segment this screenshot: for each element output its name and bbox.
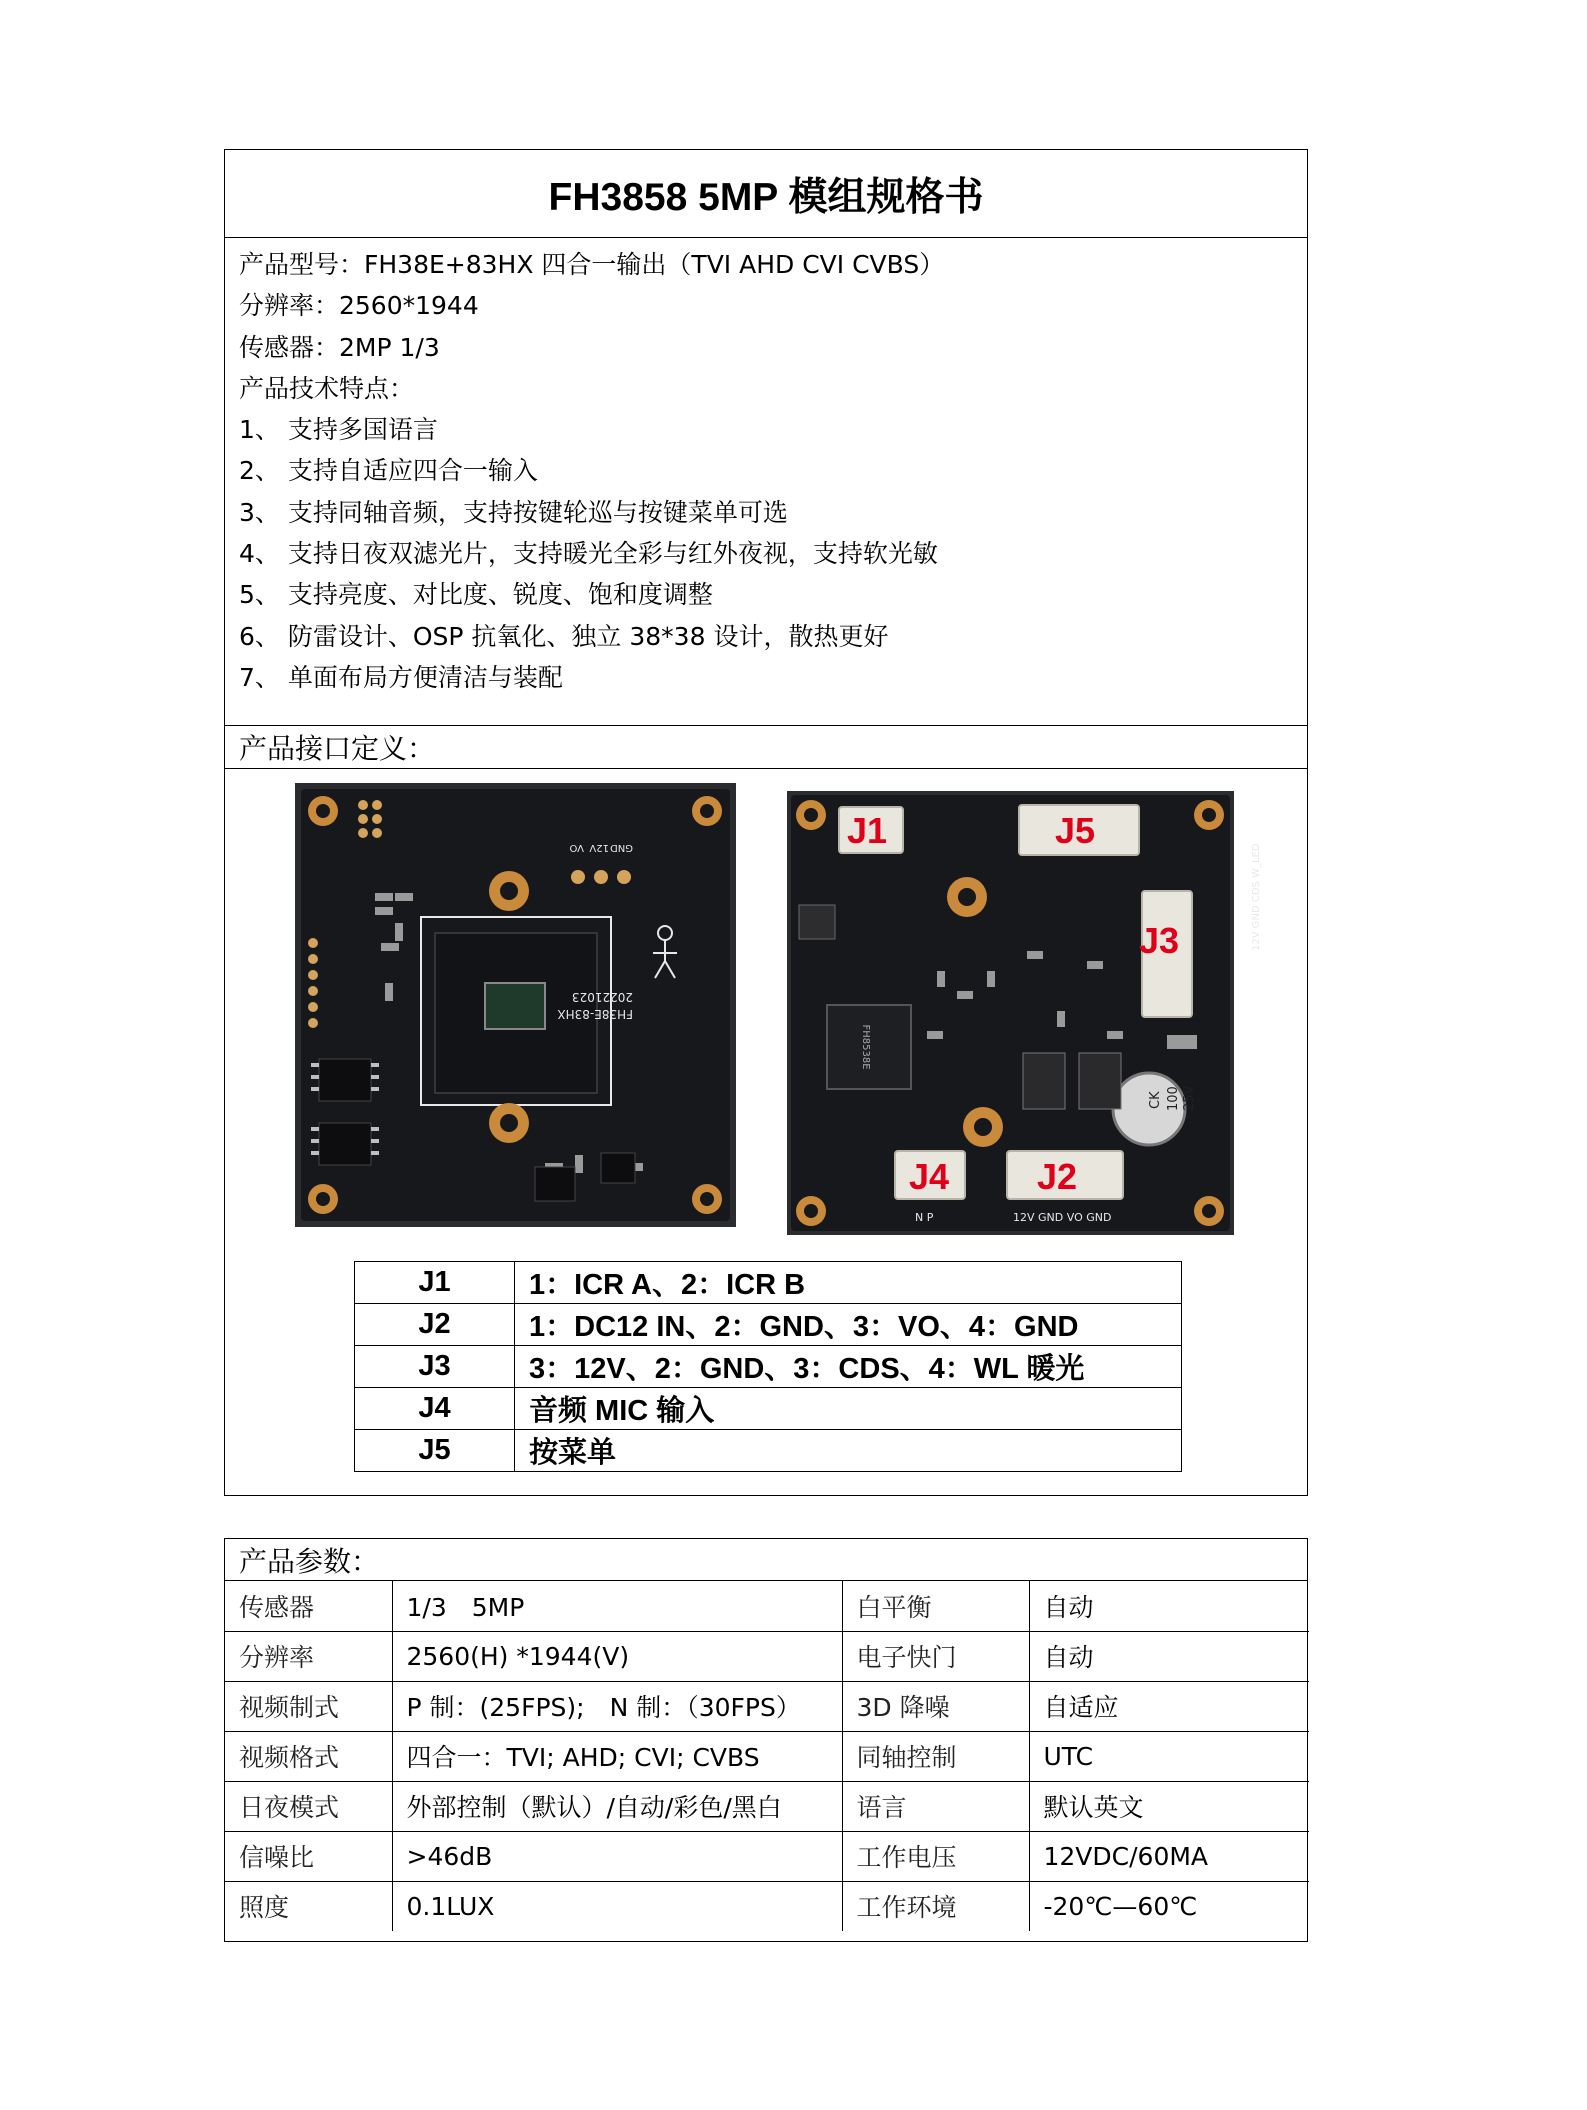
feature-item: 7、 单面布局方便清洁与装配 <box>239 662 563 692</box>
table-row <box>225 1831 1309 1881</box>
param-label: 语言 <box>842 1781 1029 1831</box>
param-label: 分辨率 <box>225 1631 392 1681</box>
pin-desc: 1：ICR A、2：ICR B <box>515 1262 1182 1304</box>
cap-text-100: 100 <box>1166 1086 1181 1111</box>
param-value: P 制：(25FPS); N 制：（30FPS） <box>392 1681 842 1731</box>
pin-id: J1 <box>355 1262 515 1304</box>
feature-item: 5、 支持亮度、对比度、锐度、饱和度调整 <box>239 580 713 610</box>
table-row <box>355 1262 1182 1304</box>
pin-desc: 按菜单 <box>515 1430 1182 1472</box>
pin-id: J4 <box>355 1388 515 1430</box>
label-j5: J5 <box>1055 810 1096 851</box>
parameters-heading: 产品参数： <box>239 1544 380 1578</box>
parameters-table <box>225 1581 1309 1931</box>
param-label: 照度 <box>225 1881 392 1931</box>
param-label: 视频格式 <box>225 1731 392 1781</box>
silk-j2: 12V GND VO GND <box>1013 1211 1112 1224</box>
silk-model: FH38E-83HX <box>557 1007 633 1021</box>
pin-desc: 1：DC12 IN、2：GND、3：VO、4：GND <box>515 1304 1182 1346</box>
title-row <box>225 150 1307 238</box>
table-row <box>355 1346 1182 1388</box>
param-label: 信噪比 <box>225 1831 392 1881</box>
param-label: 传感器 <box>225 1581 392 1631</box>
table-row <box>225 1631 1309 1681</box>
label-j2: J2 <box>1037 1156 1078 1197</box>
feature-item: 6、 防雷设计、OSP 抗氧化、独立 38*38 设计，散热更好 <box>239 621 889 651</box>
cap-text-25v: 25V <box>1182 1085 1197 1111</box>
feature-item: 1、 支持多国语言 <box>239 415 438 445</box>
product-sensor: 传感器：2MP 1/3 <box>239 332 440 362</box>
table-row <box>355 1388 1182 1430</box>
param-label: 3D 降噪 <box>842 1681 1029 1731</box>
pin-id: J3 <box>355 1346 515 1388</box>
pin-desc: 音频 MIC 输入 <box>515 1388 1182 1430</box>
silk-j4: N P <box>915 1211 934 1224</box>
feature-item: 3、 支持同轴音频，支持按键轮巡与按键菜单可选 <box>239 497 788 527</box>
param-value: 12VDC/60MA <box>1029 1831 1309 1881</box>
param-value: UTC <box>1029 1731 1309 1781</box>
pin-definition-table <box>354 1261 1182 1472</box>
interface-section <box>225 769 1307 1496</box>
param-label: 同轴控制 <box>842 1731 1029 1781</box>
feature-item: 2、 支持自适应四合一输入 <box>239 456 538 486</box>
product-resolution: 分辨率：2560*1944 <box>239 291 479 321</box>
param-value: 0.1LUX <box>392 1881 842 1931</box>
pin-desc: 3：12V、2：GND、3：CDS、4：WL 暖光 <box>515 1346 1182 1388</box>
param-value: 2560(H) *1944(V) <box>392 1631 842 1681</box>
param-value: 四合一：TVI; AHD; CVI; CVBS <box>392 1731 842 1781</box>
pin-id: J2 <box>355 1304 515 1346</box>
param-value: >46dB <box>392 1831 842 1881</box>
param-value: 外部控制（默认）/自动/彩色/黑白 <box>392 1781 842 1831</box>
table-row <box>225 1731 1309 1781</box>
page-title: FH3858 5MP 模组规格书 <box>548 175 984 219</box>
table-row <box>355 1430 1182 1472</box>
feature-item: 4、 支持日夜双滤光片，支持暖光全彩与红外夜视，支持软光敏 <box>239 539 938 569</box>
silk-j3: 12V GND CDS W_LED <box>1251 843 1262 951</box>
table-row <box>355 1304 1182 1346</box>
param-label: 工作环境 <box>842 1881 1029 1931</box>
table-row <box>225 1881 1309 1931</box>
table-row <box>225 1681 1309 1731</box>
param-label: 日夜模式 <box>225 1781 392 1831</box>
table-row <box>225 1781 1309 1831</box>
param-label: 工作电压 <box>842 1831 1029 1881</box>
param-value: 1/3 5MP <box>392 1581 842 1631</box>
chip-marking: FH8538E <box>860 1024 871 1070</box>
pin-id: J5 <box>355 1430 515 1472</box>
param-label: 电子快门 <box>842 1631 1029 1681</box>
table-row <box>225 1581 1309 1631</box>
param-label: 白平衡 <box>842 1581 1029 1631</box>
product-model: 产品型号：FH38E+83HX 四合一输出（TVI AHD CVI CVBS） <box>239 250 945 279</box>
param-value: -20℃—60℃ <box>1043 1891 1198 1921</box>
silk-date: 20221023 <box>571 990 633 1004</box>
interface-heading: 产品接口定义： <box>239 732 436 765</box>
features-section <box>225 238 1307 726</box>
pcb-front-photo <box>295 783 736 1227</box>
param-value: 默认英文 <box>1029 1781 1309 1831</box>
param-label: 视频制式 <box>225 1681 392 1731</box>
features-heading: 产品技术特点： <box>239 373 415 403</box>
interface-heading-row <box>225 726 1307 769</box>
label-j4: J4 <box>909 1156 950 1197</box>
parameters-heading-row <box>225 1539 1307 1581</box>
param-value: 自适应 <box>1029 1681 1309 1731</box>
label-j3: J3 <box>1139 920 1180 961</box>
param-value: 自动 <box>1029 1631 1309 1681</box>
label-j1: J1 <box>847 810 888 851</box>
param-value: 自动 <box>1029 1581 1309 1631</box>
pcb-back-photo <box>787 791 1262 1235</box>
parameters-box <box>224 1538 1308 1942</box>
spec-sheet-box <box>224 149 1308 1496</box>
silk-pin-gnd: GND <box>610 842 633 853</box>
silk-pin-12v: 12V <box>589 842 609 853</box>
cap-text-ck: CK <box>1148 1091 1163 1109</box>
silk-pin-vo: VO <box>569 842 584 853</box>
